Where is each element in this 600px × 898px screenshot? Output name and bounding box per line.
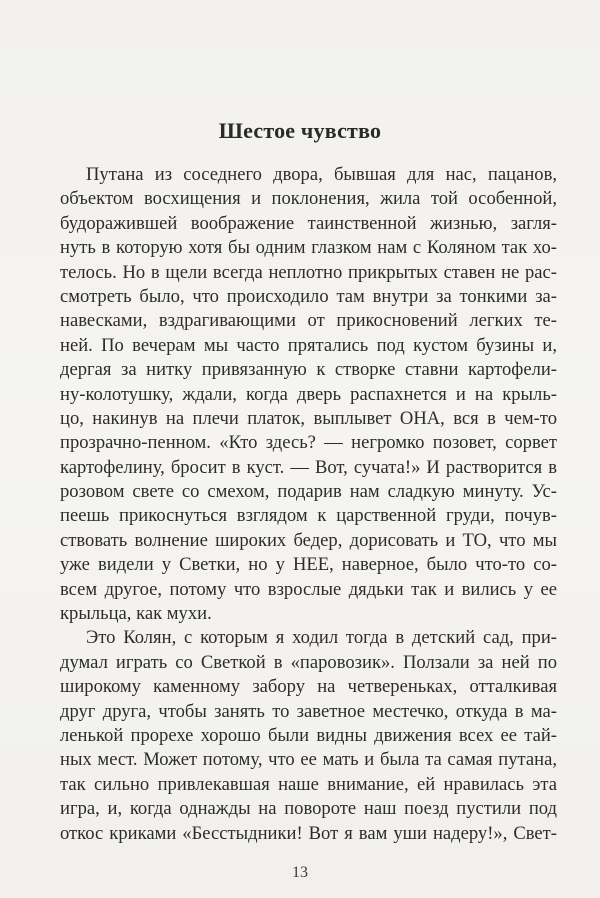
text-line: Это Колян, с которым я ходил тогда в детский сад, при-: [86, 627, 557, 649]
text-line: прозрачно-пенном. «Кто здесь? — негромко позовет, сорвет: [60, 432, 557, 454]
paragraph: [60, 626, 557, 846]
text-line: уже видели у Светки, но у НЕЕ, наверное, было что-то со-: [60, 554, 557, 576]
text-line: навесками, вздрагивающими от прикосновений легких те-: [60, 310, 557, 332]
text-line: картофелину, бросит в куст. — Вот, сучата!» И растворится в: [60, 456, 557, 478]
body-text: [60, 163, 557, 846]
chapter-title: Шестое чувство: [218, 118, 382, 143]
text-line: откос криками «Бесстыдники! Вот я вам уши надеру!», Свет-: [60, 822, 557, 844]
page-number: 13: [292, 864, 308, 881]
text-line: будоражившей воображение таинственной жизнью, загля-: [60, 212, 557, 234]
text-line: дергая за нитку привязанную к створке ставни картофели-: [60, 359, 557, 381]
text-line: телось. Но в щели всегда неплотно прикрытых ставен не рас-: [60, 261, 557, 283]
text-line: розовом свете со смехом, подарив нам сладкую минуту. Ус-: [60, 481, 557, 503]
text-line: друг друга, чтобы занять то заветное местечко, откуда в ма-: [60, 700, 557, 722]
text-line: смотреть было, что происходило там внутри за тонкими за-: [60, 285, 557, 307]
text-line: игра, и, когда однажды на повороте наш поезд пустили под: [60, 798, 557, 820]
text-line: крыльца, как мухи.: [60, 603, 212, 625]
text-line: пеешь прикоснуться взглядом к царственной груди, почув-: [60, 505, 557, 527]
text-line: так сильно привлекавшая наше внимание, ей нравилась эта: [60, 773, 557, 795]
text-line: ну-колотушку, ждали, когда дверь распахнется и на крыль-: [60, 383, 557, 405]
paragraph: [60, 163, 557, 626]
text-line: думал играть со Светкой в «паровозик». Ползали за ней по: [60, 651, 557, 673]
text-line: объектом восхищения и поклонения, жила той особенной,: [60, 188, 557, 210]
text-line: нуть в которую хотя бы одним глазком нам с Коляном так хо-: [60, 237, 557, 259]
text-line: ствовать волнение широких бедер, дорисовать и ТО, что мы: [60, 529, 557, 551]
text-line: всем другое, потому что взрослые дядьки так и вились у ее: [60, 578, 557, 600]
text-line: Путана из соседнего двора, бывшая для нас, пацанов,: [86, 164, 557, 185]
text-line: широкому каменному забору на четвереньках, отталкивая: [60, 676, 557, 698]
text-line: цо, накинув на плечи платок, выплывет ОНА, вся в чем-то: [60, 407, 557, 429]
text-line: ных мест. Может потому, что ее мать и была та самая путана,: [60, 749, 557, 771]
text-line: ленькой прорехе хорошо были видны движения всех ее тай-: [60, 724, 557, 746]
text-line: ней. По вечерам мы часто прятались под кустом бузины и,: [60, 334, 557, 356]
